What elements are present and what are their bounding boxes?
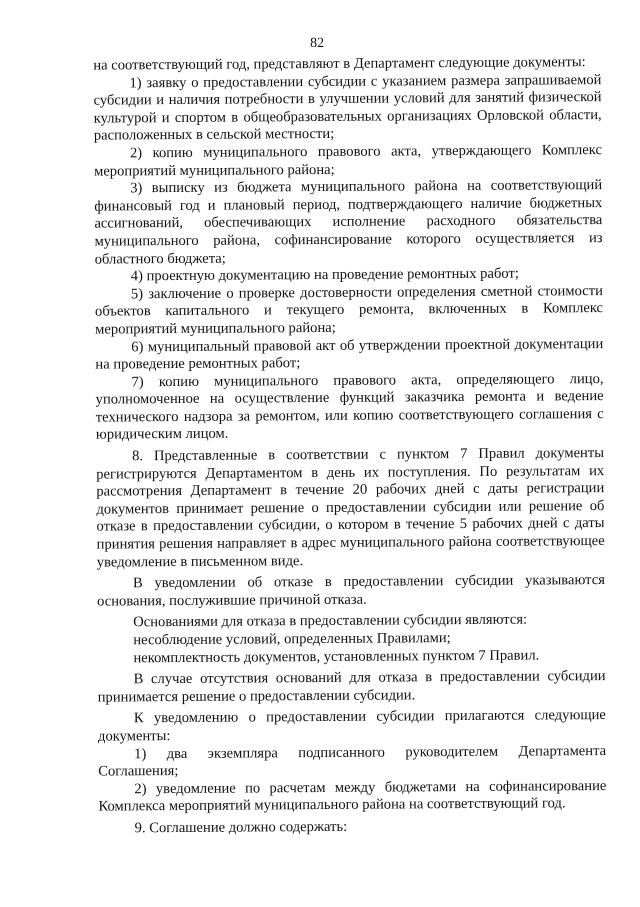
paragraph: 7) копию муниципального правового акта, определяющего лицо, уполномоченное на осуществление функций заказчика ремонта и ведение технического надзора за ремонтом, или копию соответствующего соглашения с юридическим лицом. (95, 370, 604, 444)
page-number: 82 (310, 35, 325, 52)
paragraph: на соответствующий год, представляют в Департамент следующие документы: (93, 54, 586, 74)
paragraph: некомплектность документов, установленных пунктом 7 Правил. (133, 647, 540, 666)
paragraph: 5) заключение о проверке достоверности определения сметной стоимости объектов капитального и текущего ремонта, включенных в Комплекс мероприятий муниципального района; (94, 282, 604, 338)
paragraph: 1) заявку о предоставлении субсидии с указанием размера запрашиваемой субсидии и наличия потребности в улучшении условий для занятий физической культурой и спортом в общеобразовательных организациях Орловской области, расположенных в сельской местности; (93, 71, 602, 144)
paragraph: В случае отсутствия оснований для отказа в предоставлении субсидии принимается решение о предоставлении субсидии. (97, 668, 606, 706)
paragraph: несоблюдение условий, определенных Правилами; (133, 630, 451, 649)
paragraph: 1) два экземпляра подписанного руководителем Департамента Соглашения; (98, 742, 607, 780)
paragraph: 8. Представленные в соответствии с пунктом 7 Правил документы регистрируются Департаментом в день их поступления. По результатам их рассмотрения Департамент в течение 20 рабочих дней с даты регистрации документов принимает решение о предоставлении субсидии или решение об отказе в предоставлении субсидии, о котором в течение 5 рабочих дней с даты принятия решения направляет в адрес муниципального района соответствующее уведомление в письменном виде. (96, 445, 605, 571)
paragraph: В уведомлении об отказе в предоставлении субсидии указываются основания, послужившие причиной отказа. (96, 572, 605, 610)
paragraph: 2) копию муниципального правового акта, утверждающего Комплекс мероприятий муниципального района; (93, 141, 602, 180)
paragraph: К уведомлению о предоставлении субсидии прилагаются следующие документы: (97, 707, 606, 745)
paragraph: 2) уведомление по расчетам между бюджетами на софинансирование Комплекса мероприятий муниципального района на соответствующий год. (98, 777, 607, 815)
document-body (93, 54, 606, 838)
paragraph: 6) муниципальный правовой акт об утверждении проектной документации на проведение ремонтных работ; (95, 335, 604, 373)
paragraph: 4) проектную документацию на проведение ремонтных работ; (130, 265, 519, 285)
paragraph: 3) выписку из бюджета муниципального района на соответствующий финансовый год и плановый период, подтверждающего наличие бюджетных ассигнований, обеспечивающих исполнение расходного обязательства муниципального района, софинансирование которого осуществляется из областного бюджета; (94, 177, 603, 268)
paragraph: 9. Соглашение должно содержать: (134, 818, 348, 837)
paragraph: Основаниями для отказа в предоставлении субсидии являются: (133, 611, 528, 631)
